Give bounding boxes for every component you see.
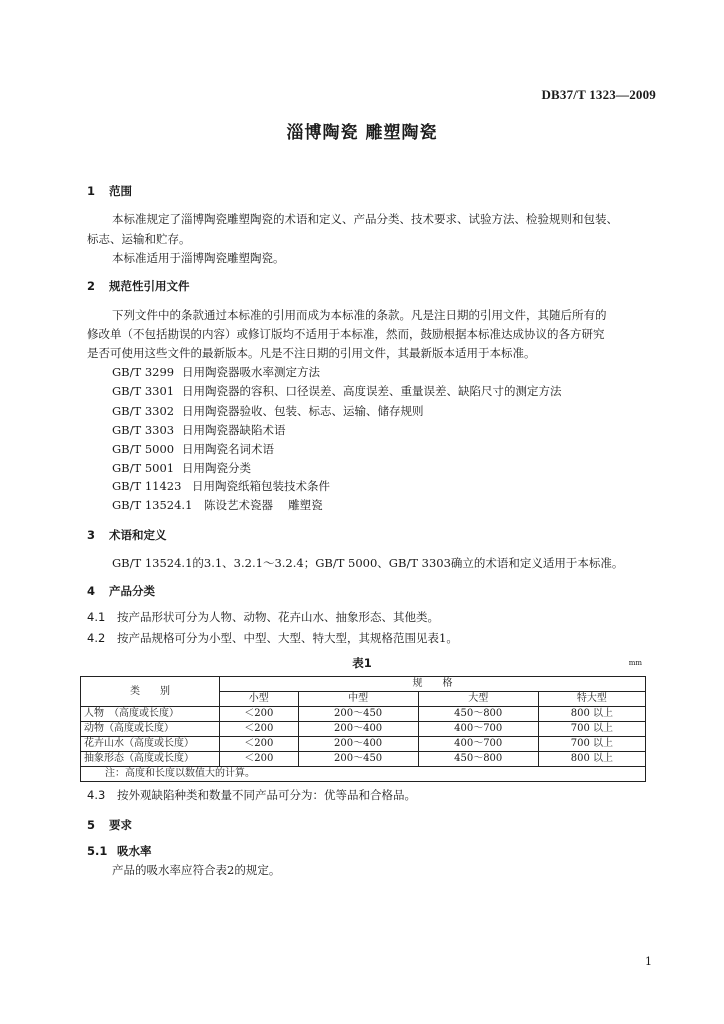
reference-code: GB/T 3299 xyxy=(112,365,175,379)
table-cell: 700 以上 xyxy=(538,737,645,752)
section-2-para-line-1: 下列文件中的条款通过本标准的引用而成为本标准的条款。凡是注日期的引用文件，其随后所有的 xyxy=(112,308,607,322)
section-3-heading xyxy=(87,527,167,543)
reference-code: GB/T 11423 xyxy=(112,479,182,493)
section-number: 2 xyxy=(87,279,96,293)
reference-code: GB/T 5001 xyxy=(112,461,175,475)
reference-name: 陈设艺术瓷器 雕塑瓷 xyxy=(204,498,323,512)
section-1-para-1-line-2: 标志、运输和贮存。 xyxy=(87,232,191,246)
clause-4-1 xyxy=(87,609,439,625)
reference-name: 日用陶瓷器的容积、口径误差、高度误差、重量误差、缺陷尺寸的测定方法 xyxy=(182,384,562,398)
section-title: 范围 xyxy=(109,184,132,198)
column-header: 大型 xyxy=(418,692,538,707)
table-cell: 200～400 xyxy=(298,722,418,737)
table-cell: 200～450 xyxy=(298,707,418,722)
category-header: 类 别 xyxy=(81,677,220,707)
table-cell: ＜200 xyxy=(220,722,299,737)
table-unit: mm xyxy=(628,659,642,667)
reference-item xyxy=(112,478,330,494)
column-header: 小型 xyxy=(220,692,299,707)
reference-name: 日用陶瓷器缺陷术语 xyxy=(182,423,286,437)
clause-5-1-para: 产品的吸水率应符合表2的规定。 xyxy=(112,863,281,877)
section-title: 术语和定义 xyxy=(109,528,167,542)
reference-item xyxy=(112,422,286,438)
table-cell: 800 以上 xyxy=(538,707,645,722)
table-cell: 400～700 xyxy=(418,722,538,737)
clause-text: 按产品规格可分为小型、中型、大型、特大型，其规格范围见表1。 xyxy=(117,631,458,645)
document-title: 淄博陶瓷 雕塑陶瓷 xyxy=(286,123,438,143)
section-1-heading xyxy=(87,183,132,199)
clause-text: 按外观缺陷种类和数量不同产品可分为：优等品和合格品。 xyxy=(117,788,416,802)
section-2-para-line-3: 是否可使用这些文件的最新版本。凡是不注日期的引用文件，其最新版本适用于本标准。 xyxy=(87,346,536,360)
reference-name: 日用陶瓷器吸水率测定方法 xyxy=(182,365,320,379)
reference-item xyxy=(112,383,562,399)
clause-title: 吸水率 xyxy=(117,844,152,858)
reference-code: GB/T 3302 xyxy=(112,404,175,418)
table-cell: ＜200 xyxy=(220,707,299,722)
column-header: 特大型 xyxy=(538,692,645,707)
section-title: 产品分类 xyxy=(109,584,155,598)
table-note: 注：高度和长度以数值大的计算。 xyxy=(81,767,646,782)
reference-code: GB/T 5000 xyxy=(112,442,175,456)
table-cell: ＜200 xyxy=(220,737,299,752)
spec-table xyxy=(80,676,646,782)
reference-name: 日用陶瓷名词术语 xyxy=(182,442,274,456)
row-label: 人物 （高度或长度） xyxy=(81,707,220,722)
section-number: 4 xyxy=(87,584,96,598)
section-4-heading xyxy=(87,583,155,599)
section-title: 要求 xyxy=(109,818,132,832)
reference-name: 日用陶瓷纸箱包装技术条件 xyxy=(192,479,330,493)
reference-code: GB/T 13524.1 xyxy=(112,498,193,512)
reference-item xyxy=(112,460,251,476)
section-2-para-line-2: 修改单（不包括勘误的内容）或修订版均不适用于本标准，然而，鼓励根据本标准达成协议的各方研究 xyxy=(87,327,605,341)
reference-code: GB/T 3303 xyxy=(112,423,175,437)
table-cell: 450～800 xyxy=(418,752,538,767)
spec-header: 规 格 xyxy=(220,677,646,692)
column-header: 中型 xyxy=(298,692,418,707)
reference-item xyxy=(112,441,274,457)
section-5-heading xyxy=(87,817,132,833)
reference-name: 日用陶瓷器验收、包装、标志、运输、储存规则 xyxy=(182,404,424,418)
table-cell: 800 以上 xyxy=(538,752,645,767)
table-row xyxy=(81,737,646,752)
table-cell: 450～800 xyxy=(418,707,538,722)
section-1-para-2: 本标准适用于淄博陶瓷雕塑陶瓷。 xyxy=(112,251,285,265)
section-3-para: GB/T 13524.1的3.1、3.2.1～3.2.4；GB/T 5000、GB/T 3303确立的术语和定义适用于本标准。 xyxy=(112,556,624,570)
reference-item xyxy=(112,497,323,513)
table-header-row xyxy=(81,677,646,692)
table-cell: ＜200 xyxy=(220,752,299,767)
reference-code: GB/T 3301 xyxy=(112,384,175,398)
table-note-row xyxy=(81,767,646,782)
clause-5-1-heading xyxy=(87,843,152,859)
section-1-para-1-line-1: 本标准规定了淄博陶瓷雕塑陶瓷的术语和定义、产品分类、技术要求、试验方法、检验规则和包装、 xyxy=(112,212,618,226)
section-number: 3 xyxy=(87,528,96,542)
table-row xyxy=(81,707,646,722)
section-2-heading xyxy=(87,278,190,294)
clause-4-3 xyxy=(87,787,416,803)
section-number: 1 xyxy=(87,184,96,198)
clause-number: 4.3 xyxy=(87,788,106,802)
clause-number: 5.1 xyxy=(87,844,108,858)
clause-text: 按产品形状可分为人物、动物、花卉山水、抽象形态、其他类。 xyxy=(117,610,439,624)
table-row xyxy=(81,752,646,767)
table-cell: 200～400 xyxy=(298,737,418,752)
row-label: 动物（高度或长度） xyxy=(81,722,220,737)
reference-item xyxy=(112,364,320,380)
reference-item xyxy=(112,403,424,419)
page-number: 1 xyxy=(645,955,652,968)
table-cell: 700 以上 xyxy=(538,722,645,737)
section-title: 规范性引用文件 xyxy=(109,279,190,293)
clause-4-2 xyxy=(87,630,458,646)
row-label: 花卉山水（高度或长度） xyxy=(81,737,220,752)
row-label: 抽象形态（高度或长度） xyxy=(81,752,220,767)
document-code: DB37/T 1323—2009 xyxy=(541,87,656,102)
table-cell: 400～700 xyxy=(418,737,538,752)
table-row xyxy=(81,722,646,737)
table-title: 表1 xyxy=(352,656,372,670)
reference-name: 日用陶瓷分类 xyxy=(182,461,251,475)
table-cell: 200～450 xyxy=(298,752,418,767)
clause-number: 4.2 xyxy=(87,631,106,645)
section-number: 5 xyxy=(87,818,96,832)
clause-number: 4.1 xyxy=(87,610,106,624)
